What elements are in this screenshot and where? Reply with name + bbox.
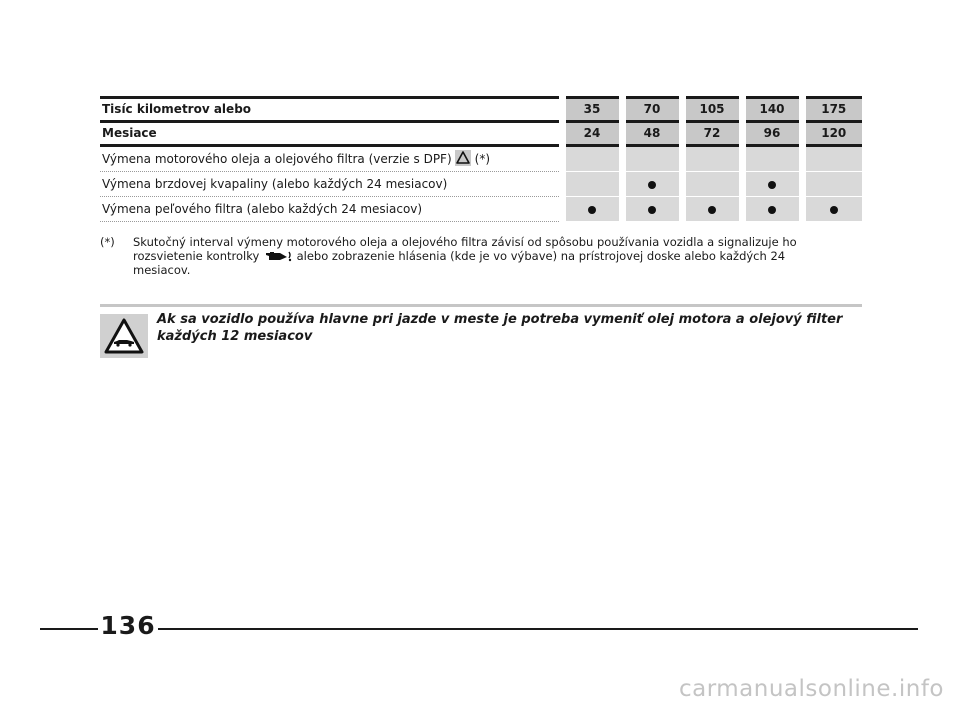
service-label: Výmena brzdovej kvapaliny (alebo každých 24 mesiacov) (100, 172, 562, 197)
header-row-kilometers (100, 98, 862, 122)
service-dot (708, 206, 716, 214)
service-dot (830, 206, 838, 214)
service-dot (768, 181, 776, 189)
section-divider (100, 304, 862, 307)
footnote-text-after: alebo zobrazenie hlásenia (kde je vo výbave) na prístrojovej doske alebo každých 24 mesiacov. (133, 249, 786, 277)
table-cell: 72 (682, 122, 742, 146)
table-cell (622, 172, 682, 197)
table-cell (742, 146, 802, 172)
page-number: 136 (100, 611, 156, 640)
header-row-months (100, 122, 862, 146)
table-cell: 175 (802, 98, 862, 122)
table-cell: 96 (742, 122, 802, 146)
service-row (100, 146, 862, 172)
table-cell: 105 (682, 98, 742, 122)
warning-text: Ak sa vozidlo používa hlavne pri jazde v meste je potreba vymeniť olej motora a olejový filter každých 12 mesiacov (157, 312, 843, 344)
table-cell (682, 172, 742, 197)
service-label-text: Výmena motorového oleja a olejového filtra (verzie s DPF) (102, 152, 452, 166)
service-label-suffix: (*) (474, 152, 491, 166)
table-cell (682, 146, 742, 172)
service-label: Výmena peľového filtra (alebo každých 24 mesiacov) (100, 197, 562, 222)
table-cell (802, 197, 862, 222)
table-cell (622, 197, 682, 222)
table-cell (562, 146, 622, 172)
table-cell (742, 172, 802, 197)
table-cell (802, 146, 862, 172)
watermark: carmanualsonline.info (678, 676, 944, 702)
footnote-text (133, 235, 830, 277)
table-cell (742, 197, 802, 222)
service-dot (648, 206, 656, 214)
service-row (100, 197, 862, 222)
table-cell: 24 (562, 122, 622, 146)
service-dot (648, 181, 656, 189)
table-cell (622, 146, 682, 172)
table-cell (802, 172, 862, 197)
warning-triangle-icon (100, 314, 148, 358)
table-cell (562, 197, 622, 222)
table-cell: 70 (622, 98, 682, 122)
service-label (100, 146, 562, 172)
row-label: Tisíc kilometrov alebo (100, 98, 562, 122)
row-label: Mesiace (100, 122, 562, 146)
table-cell (562, 172, 622, 197)
footnote (100, 235, 830, 277)
service-dot (768, 206, 776, 214)
oil-can-icon (263, 249, 293, 262)
service-dot (588, 206, 596, 214)
table-cell: 140 (742, 98, 802, 122)
maintenance-schedule-table (100, 96, 862, 222)
warning-box (100, 314, 148, 358)
table-cell (682, 197, 742, 222)
footnote-text-before: Skutočný interval výmeny motorového oleja a olejového filtra závisí od spôsobu používania vozidla a signalizuje ho rozsvietenie kontrolky (133, 235, 797, 263)
table-cell: 35 (562, 98, 622, 122)
dpf-warning-icon (455, 150, 471, 166)
page-rule-right (158, 628, 918, 630)
page-rule-left (40, 628, 98, 630)
table-cell: 120 (802, 122, 862, 146)
footnote-mark: (*) (100, 235, 115, 249)
service-row (100, 172, 862, 197)
table-cell: 48 (622, 122, 682, 146)
